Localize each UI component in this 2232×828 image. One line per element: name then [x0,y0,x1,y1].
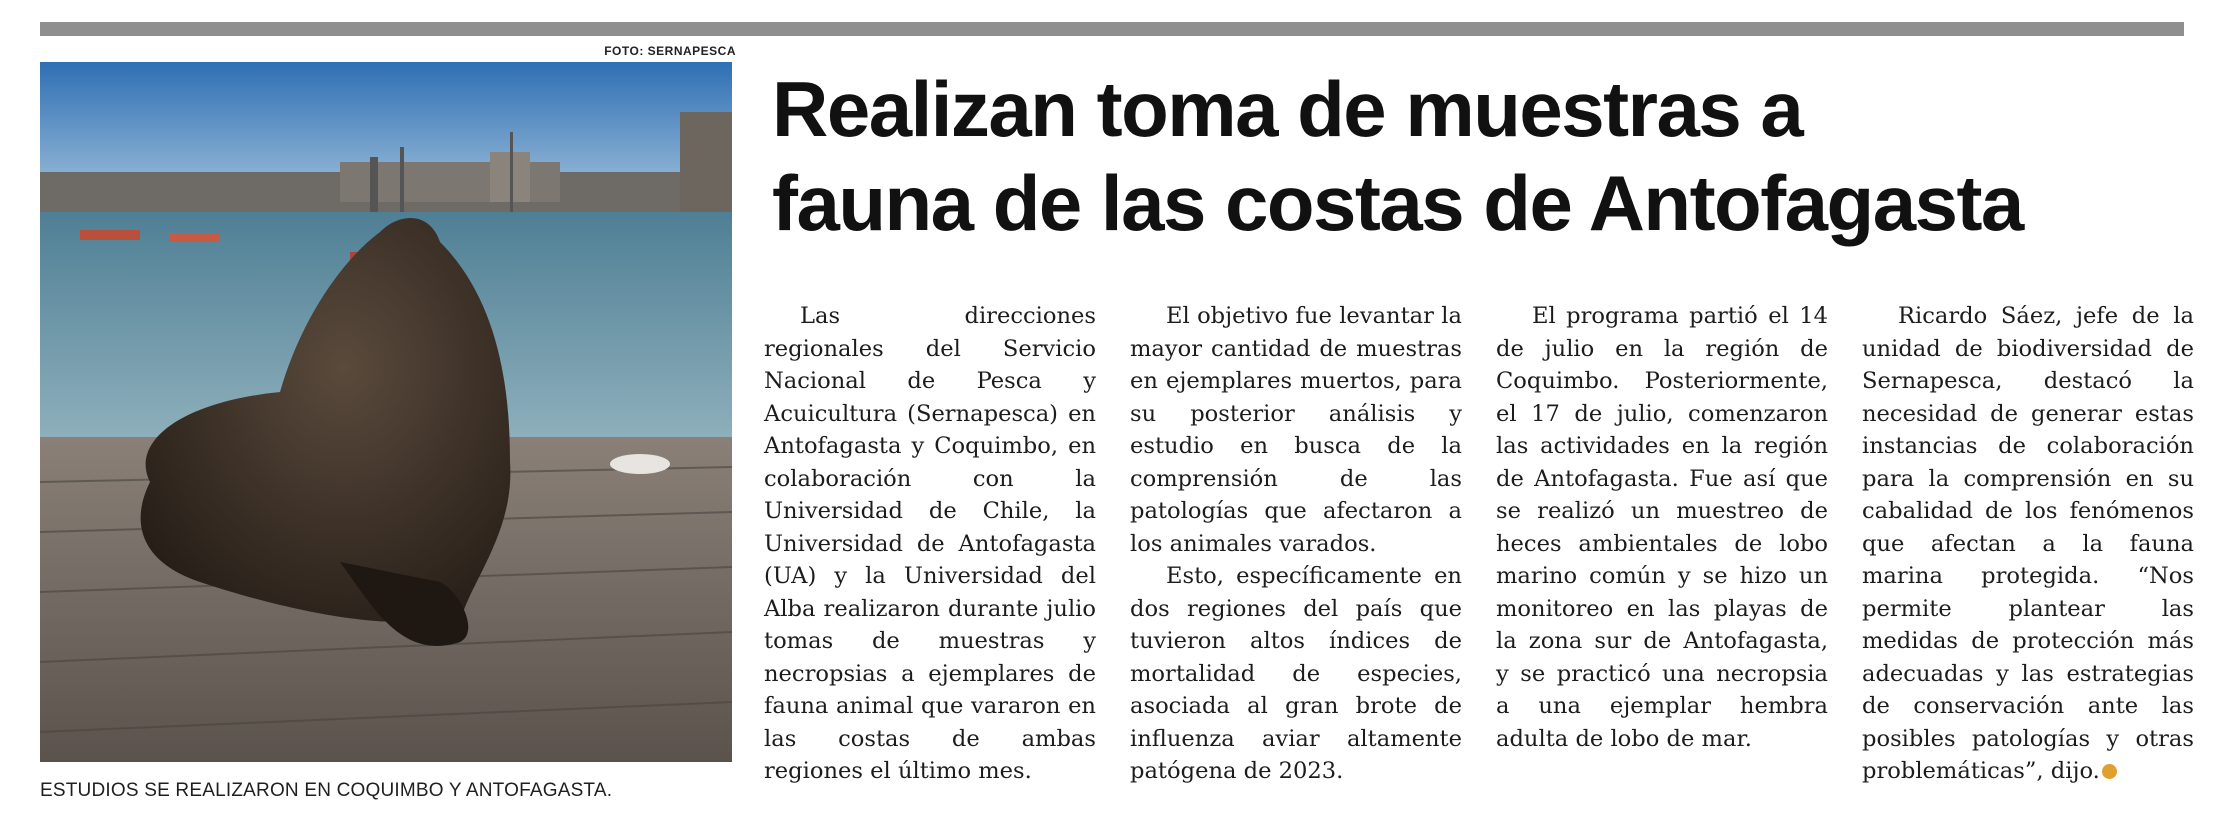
body-paragraph: El objetivo fue levantar la mayor cantidad de muestras en ejemplares muertos, para su posterior análisis y estudio en busca de la comprensión de las patologías que afectaron a los animales varados. [1130,303,1462,557]
photo-credit: FOTO: SERNAPESCA [604,44,736,58]
body-column-2 [1130,300,1462,820]
body-column-1 [764,300,1096,820]
headline-line-2: fauna de las costas de Antofagasta [772,159,2023,247]
body-paragraph: Esto, específicamente en dos regiones del país que tuvieron altos índices de mortalidad de especies, asociada al gran brote de influenza aviar altamente patógena de 2023. [1130,563,1462,784]
cropped-header-strip [40,0,2180,6]
end-of-article-mark-icon [2102,764,2117,779]
article-body [764,300,2196,820]
photo-caption: ESTUDIOS SE REALIZARON EN COQUIMBO Y ANTOFAGASTA. [40,780,613,801]
body-paragraph: El programa partió el 14 de julio en la región de Coquimbo. Posteriormente, el 17 de julio, comenzaron las actividades en la región de Antofagasta. Fue así que se realizó un muestreo de heces ambientales de lobo marino común y se hizo un monitoreo en las playas de la zona sur de Antofagasta, y se practicó una necropsia a una ejemplar hembra adulta de lobo de mar. [1496,303,1828,752]
body-paragraph [1862,300,2194,788]
body-column-4 [1862,300,2194,820]
section-rule [40,22,2184,36]
article-headline [772,62,2192,250]
headline-line-1: Realizan toma de muestras a [772,65,1803,153]
body-paragraph-text: Ricardo Sáez, jefe de la unidad de biodiversidad de Sernapesca, destacó la necesidad de generar estas instancias de colaboración para la comprensión en su cabalidad de los fenómenos que afectan a la fauna marina protegida. “Nos permite plantear las medidas de protección más adecuadas y las estrategias de conservación ante las posibles patologías y otras problemáticas”, dijo. [1862,303,2194,784]
body-column-3 [1496,300,1828,820]
body-paragraph: Las direcciones regionales del Servicio Nacional de Pesca y Acuicultura (Sernapesca) en Antofagasta y Coquimbo, en colaboración con la Universidad de Chile, la Universidad de Antofagasta (UA) y la Universidad del Alba realizaron durante julio tomas de muestras y necropsias a ejemplares de fauna animal que vararon en las costas de ambas regiones el último mes. [764,303,1096,784]
sea-lion-photo [40,62,732,762]
